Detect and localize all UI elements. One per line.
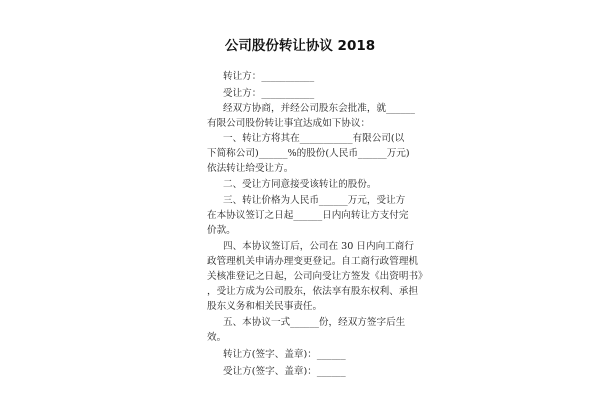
- clause-4-line: 关核准登记之日起，公司向受让方签发《出资明书》: [207, 271, 428, 282]
- clause-5-line: 效。: [207, 332, 227, 343]
- clause-4-line: 四、本协议签订后，公司在 30 日内向工商行: [223, 241, 414, 252]
- transferee-signature-line: 受让方(签字、盖章)：______: [223, 366, 346, 377]
- clause-3-line: 三、转让价格为人民币______万元，受让方: [223, 195, 406, 206]
- clause-1-line: 依法转让给受让方。: [207, 163, 294, 174]
- clause-4-line: 政管理机关申请办理变更登记。自工商行政管理机: [207, 256, 419, 267]
- clause-5-line: 五、本协议一式______份，经双方签字后生: [223, 317, 406, 328]
- clause-3-line: 价款。: [207, 225, 236, 236]
- clause-2-line: 二、受让方同意接受该转让的股份。: [223, 179, 377, 190]
- transferor-signature-line: 转让方(签字、盖章)：______: [223, 349, 346, 360]
- paragraph-line: 有限公司股份转让事宜达成如下协议：: [207, 118, 371, 129]
- clause-1-line: 一、转让方将其在___________有限公司(以: [223, 133, 405, 144]
- clause-4-line: ，受让方成为公司股东，依法享有股东权利、承担: [207, 286, 419, 297]
- clause-3-line: 在本协议签订之日起______日内向转让方支付完: [207, 210, 409, 221]
- transferor-line: 转让方：___________: [223, 71, 315, 82]
- paragraph-line: 经双方协商，并经公司股东会批准，就______: [223, 103, 415, 114]
- document-title: 公司股份转让协议 2018: [224, 38, 376, 54]
- clause-4-line: 股东义务和相关民事责任。: [207, 301, 323, 312]
- transferee-line: 受让方：___________: [223, 88, 315, 99]
- clause-1-line: 下简称公司)______%的股份(人民币______万元): [207, 148, 410, 159]
